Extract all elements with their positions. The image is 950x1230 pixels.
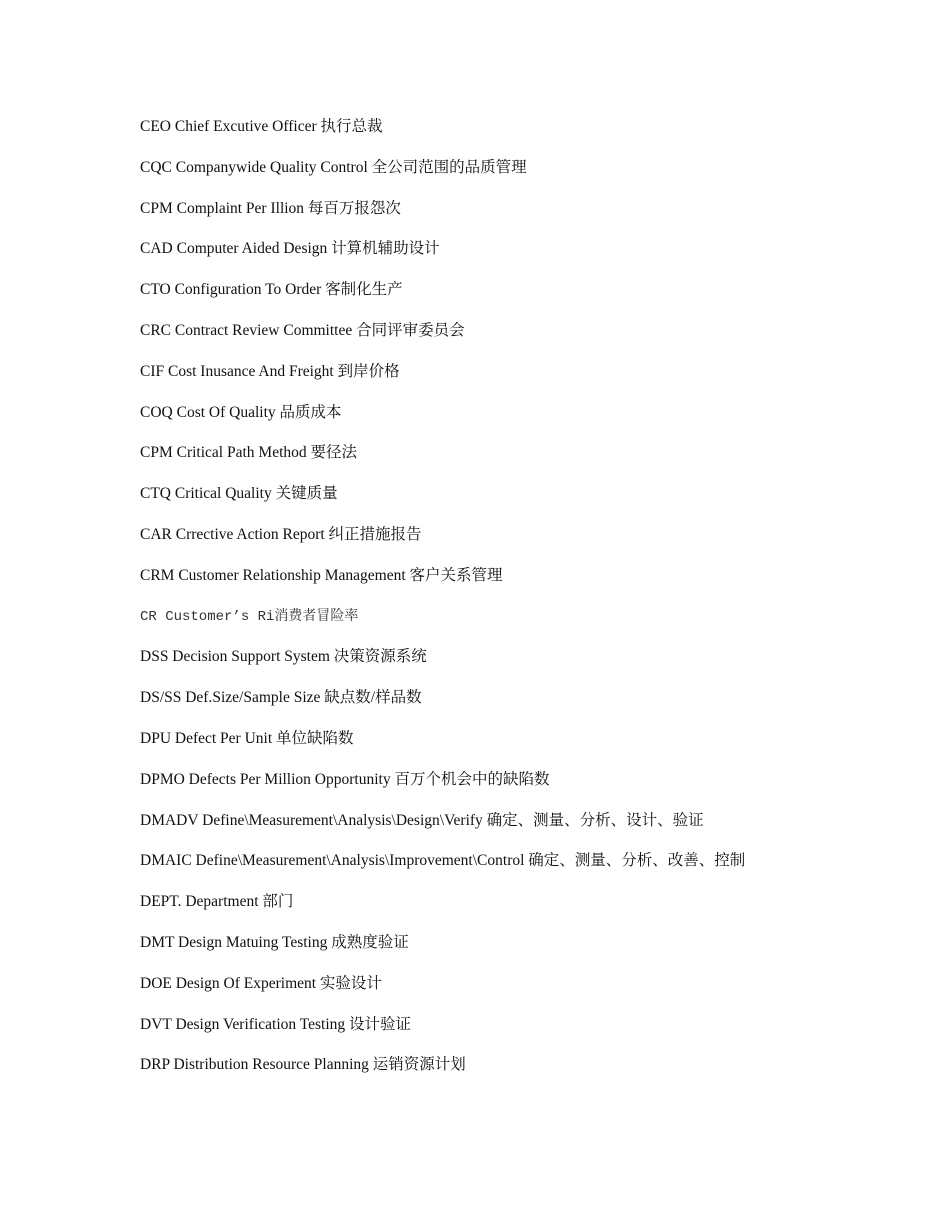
- glossary-entry-cr: CR Customer’s Ri消费者冒险率: [140, 608, 359, 625]
- glossary-list: [140, 116, 920, 1095]
- glossary-entry-crc: CRC Contract Review Committee 合同评审委员会: [140, 321, 465, 339]
- glossary-entry-ctq: CTQ Critical Quality 关键质量: [140, 485, 338, 503]
- glossary-entry-crm: CRM Customer Relationship Management 客户关系管理: [140, 566, 503, 584]
- glossary-entry-cad: CAD Computer Aided Design 计算机辅助设计: [140, 240, 440, 258]
- glossary-entry-doe: DOE Design Of Experiment 实验设计: [140, 974, 382, 992]
- glossary-entry-dss: DSS Decision Support System 决策资源系统: [140, 648, 427, 666]
- glossary-entry-dmadv: DMADV Define\Measurement\Analysis\Design\Verify 确定、测量、分析、设计、验证: [140, 811, 704, 829]
- glossary-entry-cpm-complaint: CPM Complaint Per Illion 每百万报怨次: [140, 199, 401, 217]
- glossary-entry-dpu: DPU Defect Per Unit 单位缺陷数: [140, 729, 354, 747]
- glossary-entry-dmaic: DMAIC Define\Measurement\Analysis\Improvement\Control 确定、测量、分析、改善、控制: [140, 852, 746, 870]
- glossary-entry-dept: DEPT. Department 部门: [140, 893, 294, 911]
- glossary-entry-dpmo: DPMO Defects Per Million Opportunity 百万个机会中的缺陷数: [140, 770, 550, 788]
- glossary-entry-ds-ss: DS/SS Def.Size/Sample Size 缺点数/样品数: [140, 689, 422, 707]
- glossary-entry-cpm-critical-path: CPM Critical Path Method 要径法: [140, 444, 358, 462]
- glossary-entry-car: CAR Crrective Action Report 纠正措施报告: [140, 525, 422, 543]
- glossary-entry-drp: DRP Distribution Resource Planning 运销资源计划: [140, 1056, 466, 1074]
- glossary-entry-cif: CIF Cost Inusance And Freight 到岸价格: [140, 362, 400, 380]
- glossary-entry-dvt: DVT Design Verification Testing 设计验证: [140, 1015, 412, 1033]
- glossary-entry-ceo: CEO Chief Excutive Officer 执行总裁: [140, 118, 383, 135]
- glossary-entry-cqc: CQC Companywide Quality Control 全公司范围的品质管理: [140, 158, 527, 176]
- glossary-entry-cto: CTO Configuration To Order 客制化生产: [140, 281, 403, 299]
- glossary-entry-coq: COQ Cost Of Quality 品质成本: [140, 403, 342, 421]
- glossary-entry-dmt: DMT Design Matuing Testing 成熟度验证: [140, 933, 409, 951]
